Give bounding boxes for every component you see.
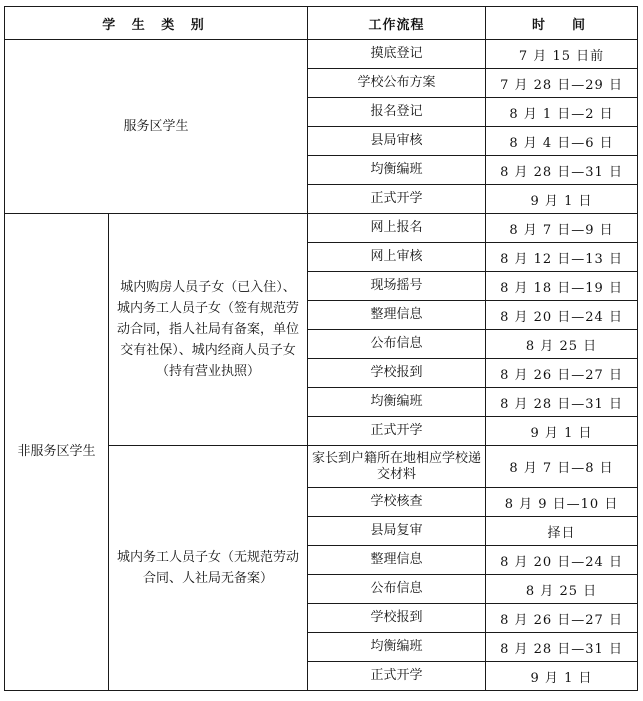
time-cell: 8 月 9 日—10 日: [486, 488, 638, 517]
time-cell: 9 月 1 日: [486, 185, 638, 214]
header-row: [5, 7, 638, 40]
time-cell: 8 月 20 日—24 日: [486, 546, 638, 575]
time-cell: 8 月 20 日—24 日: [486, 301, 638, 330]
time-cell: 9 月 1 日: [486, 417, 638, 446]
step-cell: 县局复审: [308, 517, 486, 546]
subcategory-a-label: 城内购房人员子女（已入住）、 城内务工人员子女（签有规范劳动合同，指人社局有备案，单位交有社保）、城内经商人员子女（持有营业执照）: [109, 214, 308, 446]
time-cell: 8 月 25 日: [486, 575, 638, 604]
time-cell: 8 月 26 日—27 日: [486, 359, 638, 388]
step-cell: 网上报名: [308, 214, 486, 243]
time-cell: 8 月 4 日—6 日: [486, 127, 638, 156]
time-cell: 8 月 25 日: [486, 330, 638, 359]
table-row: [5, 214, 638, 243]
step-cell: 学校报到: [308, 359, 486, 388]
step-cell: 正式开学: [308, 417, 486, 446]
header-category: 学 生 类 别: [5, 7, 308, 40]
header-time: 时 间: [486, 7, 638, 40]
step-cell: 均衡编班: [308, 388, 486, 417]
step-cell: 现场摇号: [308, 272, 486, 301]
time-cell: 8 月 26 日—27 日: [486, 604, 638, 633]
time-cell: 9 月 1 日: [486, 662, 638, 691]
step-cell: 整理信息: [308, 546, 486, 575]
step-cell: 学校核查: [308, 488, 486, 517]
step-cell: 县局审核: [308, 127, 486, 156]
step-cell: 公布信息: [308, 330, 486, 359]
time-cell: 7 月 28 日—29 日: [486, 69, 638, 98]
step-cell: 网上审核: [308, 243, 486, 272]
step-cell: 均衡编班: [308, 156, 486, 185]
step-cell: 家长到户籍所在地相应学校递交材料: [308, 446, 486, 488]
time-cell: 8 月 28 日—31 日: [486, 633, 638, 662]
step-cell: 报名登记: [308, 98, 486, 127]
step-cell: 摸底登记: [308, 40, 486, 69]
time-cell: 7 月 15 日前: [486, 40, 638, 69]
step-cell: 正式开学: [308, 185, 486, 214]
step-cell: 正式开学: [308, 662, 486, 691]
step-cell: 学校报到: [308, 604, 486, 633]
time-cell: 8 月 1 日—2 日: [486, 98, 638, 127]
step-cell: 均衡编班: [308, 633, 486, 662]
time-cell: 8 月 18 日—19 日: [486, 272, 638, 301]
time-cell: 8 月 7 日—8 日: [486, 446, 638, 488]
step-cell: 整理信息: [308, 301, 486, 330]
time-cell: 8 月 7 日—9 日: [486, 214, 638, 243]
header-process: 工作流程: [308, 7, 486, 40]
time-cell: 8 月 28 日—31 日: [486, 156, 638, 185]
service-area-label: 服务区学生: [5, 40, 308, 214]
time-cell: 择日: [486, 517, 638, 546]
step-cell: 公布信息: [308, 575, 486, 604]
enrollment-schedule-table: [4, 6, 638, 691]
time-cell: 8 月 28 日—31 日: [486, 388, 638, 417]
non-service-area-label: 非服务区学生: [5, 214, 109, 691]
time-cell: 8 月 12 日—13 日: [486, 243, 638, 272]
table-row: [5, 40, 638, 69]
subcategory-b-label: 城内务工人员子女（无规范劳动合同、人社局无备案）: [109, 446, 308, 691]
step-cell: 学校公布方案: [308, 69, 486, 98]
